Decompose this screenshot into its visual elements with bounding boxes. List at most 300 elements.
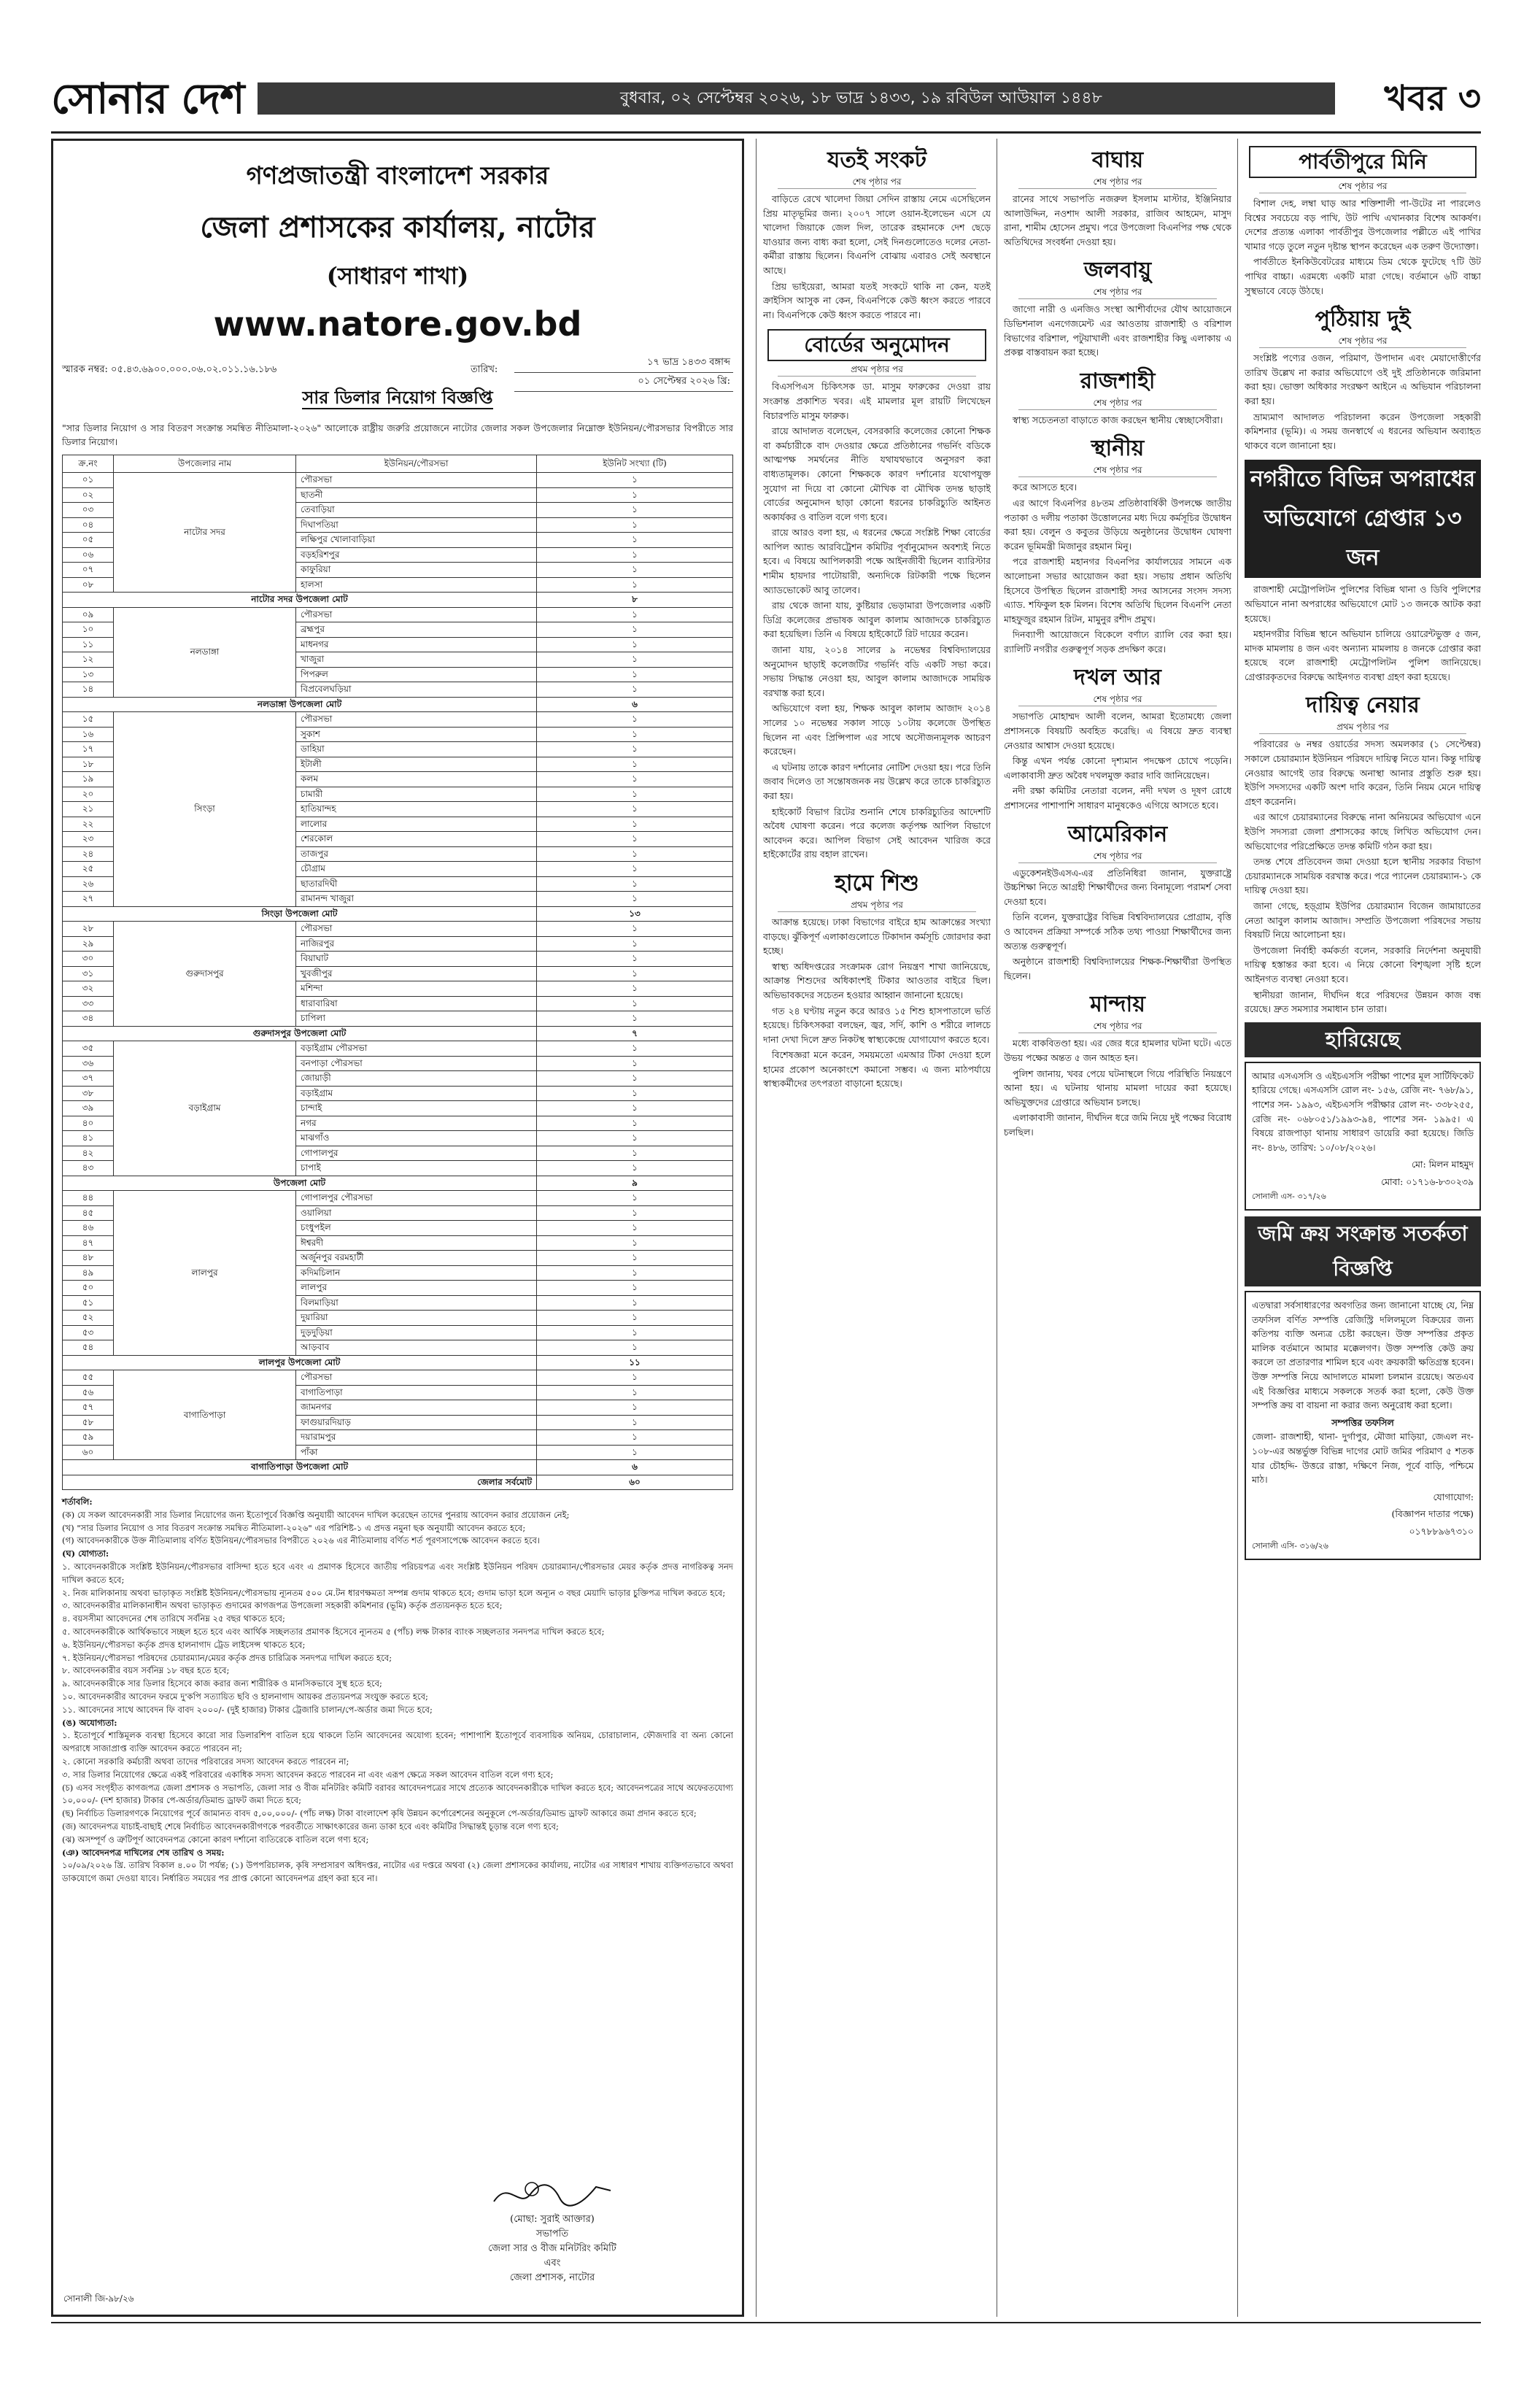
story-paragraph: স্থানীয়রা জানান, দীর্ঘদিন ধরে পরিষদের উন্নয়ন কাজ বন্ধ রয়েছে। দ্রুত সমস্যার সমাধান চান তারা। bbox=[1245, 989, 1481, 1015]
story-body bbox=[1004, 192, 1231, 249]
notice-date-bangla: ১৭ ভাদ্র ১৪৩৩ বঙ্গাব্দ bbox=[514, 354, 733, 373]
news-column-3 bbox=[1245, 139, 1481, 2317]
subtotal-row bbox=[63, 697, 733, 712]
story-continuation: শেষ পৃষ্ঠার পর bbox=[1259, 334, 1466, 348]
union-name: বড়াইগ্রাম bbox=[296, 1086, 537, 1101]
unit-count: ১ bbox=[537, 607, 733, 622]
subtotal-row bbox=[63, 1355, 733, 1370]
table-row bbox=[63, 922, 733, 937]
subtotal-value: ১৩ bbox=[537, 906, 733, 922]
row-serial: ০২ bbox=[63, 487, 114, 503]
union-name: বনপাড়া পৌরসভা bbox=[296, 1056, 537, 1071]
eligibility-item: ১. আবেদনকারীকে সংশ্লিষ্ট ইউনিয়ন/পৌরসভার বাসিন্দা হতে হবে এবং এ প্রমাণক হিসেবে জাতীয় পরিচয়পত্র এবং সংশ্লিষ্ট ইউনিয়ন পরিষদ চেয়ারম্যান/পৌরসভার মেয়র কর্তৃক প্রদত্ত নাগরিকত্ব সনদ দাখিল করতে হবে; bbox=[62, 1561, 733, 1585]
notice-title: সার ডিলার নিয়োগ বিজ্ঞপ্তি bbox=[302, 387, 493, 408]
deadline-title: (ঞ) আবেদনপত্র দাখিলের শেষ তারিখ ও সময়: bbox=[62, 1847, 225, 1858]
land-notice-code: সোনালী এসি- ৩১৬/২৬ bbox=[1252, 1540, 1328, 1551]
unit-count: ১ bbox=[537, 742, 733, 757]
unit-count: ১ bbox=[537, 533, 733, 548]
subtotal-row bbox=[63, 593, 733, 608]
eligibility-item: ৮. আবেদনকারীর বয়স সর্বনিম্ন ১৮ বছর হতে হবে; bbox=[62, 1665, 230, 1676]
unit-count: ১ bbox=[537, 1011, 733, 1027]
union-name: ঈশ্বরদী bbox=[296, 1235, 537, 1251]
union-name: দয়ারামপুর bbox=[296, 1430, 537, 1446]
unit-count: ১ bbox=[537, 1415, 733, 1430]
condition-item: (ছ) নির্বাচিত ডিলারগণকে নিয়োগের পূর্বে জামানত বাবদ ৫,০০,০০০/- (পাঁচ লক্ষ) টাকা বাংলাদেশ কৃষি উন্নয়ন কর্পোরেশনের অনুকূলে পে-অর্ডার/ডিমান্ড ড্রাফট আকারে জমা প্রদান করতে হবে; bbox=[62, 1808, 697, 1819]
story-paragraph: রায়ে আরও বলা হয়, এ ধরনের ক্ষেত্রে সংশ্লিষ্ট শিক্ষা বোর্ডের আপিল অ্যান্ড আরবিট্রেশন কমিটির পূর্বানুমোদন অবশ্যই নিতে হবে। এ বিষয়ে আপিলকারী পক্ষে আইনজীবী ছিলেন ব্যারিস্টার শামীম হায়দার পাটোয়ারী, অন্যদিকে রিটকারী পক্ষে ছিলেন অ্যাডভোকেট আবু তালেব। bbox=[763, 527, 991, 595]
story-continuation: শেষ পৃষ্ঠার পর bbox=[1018, 285, 1217, 299]
row-serial: ১৮ bbox=[63, 757, 114, 772]
notice-date-box bbox=[514, 354, 733, 392]
eligibility-item: ১১. আবেদনের সাথে আবেদন ফি বাবদ ২০০০/- (দুই হাজার) টাকার ট্রেজারি চালান/পে-অর্ডার জমা দিতে হবে; bbox=[62, 1704, 433, 1715]
union-name: বিলমাড়িয়া bbox=[296, 1295, 537, 1311]
row-serial: ৪০ bbox=[63, 1116, 114, 1131]
union-name: বিয়াঘাট bbox=[296, 952, 537, 967]
table-header: ইউনিয়ন/পৌরসভা bbox=[296, 455, 537, 473]
story-paragraph: হাইকোর্ট বিভাগ রিটের শুনানি শেষে চাকরিচ্যুতির আদেশটি অবৈধ ঘোষণা করেন। পরে কলেজ কর্তৃপক্ষ আপিল বিভাগে আবেদন করে। আপিল বিভাগ সেই আবেদন খারিজ করে হাইকোর্টের রায় বহাল রাখেন। bbox=[763, 806, 991, 860]
union-name: অর্জুনপুর বরমহাটী bbox=[296, 1251, 537, 1266]
story-paragraph: অনুষ্ঠানে রাজশাহী বিশ্ববিদ্যালয়ের শিক্ষক-শিক্ষার্থীরা উপস্থিত ছিলেন। bbox=[1004, 956, 1231, 981]
table-row bbox=[63, 1370, 733, 1386]
row-serial: ১৪ bbox=[63, 682, 114, 698]
row-serial: ৩৬ bbox=[63, 1056, 114, 1071]
row-serial: ৪৩ bbox=[63, 1161, 114, 1176]
row-serial: ০৬ bbox=[63, 547, 114, 563]
story-continuation: প্রথম পৃষ্ঠার পর bbox=[778, 363, 976, 377]
unit-count: ১ bbox=[537, 1311, 733, 1326]
table-row bbox=[63, 712, 733, 728]
unit-count: ১ bbox=[537, 1146, 733, 1161]
story-continuation: শেষ পৃষ্ঠার পর bbox=[1018, 1019, 1217, 1033]
story-paragraph: পার্বতীতে ইনকিউবেটরের মাধ্যমে ডিম থেকে ফুটেছে ৭টি উট পাখির বাচ্চা। এরমধ্যে একটি মারা গেছে। বর্তমানে ৬টি বাচ্চা সুস্থভাবে বেড়ে উঠছে। bbox=[1245, 256, 1481, 296]
table-header: ইউনিট সংখ্যা (টি) bbox=[537, 455, 733, 473]
union-name: দুয়ারিয়া bbox=[296, 1311, 537, 1326]
story-paragraph: মধ্যে বাকবিতণ্ডা হয়। এর জের ধরে হামলার ঘটনা ঘটে। এতে উভয় পক্ষের অন্তত ৫ জন আহত হন। bbox=[1004, 1038, 1231, 1063]
masthead-date: বুধবার, ০২ সেপ্টেম্বর ২০২৬, ১৮ ভাদ্র ১৪৩৩, ১৯ রবিউল আউয়াল ১৪৪৮ bbox=[620, 89, 1102, 107]
union-name: আড়বাব bbox=[296, 1340, 537, 1356]
story-body bbox=[763, 379, 991, 862]
story-paragraph: উপজেলা নির্বাহী কর্মকর্তা বলেন, সরকারি নির্দেশনা অনুযায়ী দায়িত্ব হস্তান্তর করা হবে। এ নিয়ে কোনো বিশৃঙ্খলা সৃষ্টি হলে আইনগত ব্যবস্থা নেওয়া হবে। bbox=[1245, 944, 1481, 984]
news-column-2 bbox=[1004, 139, 1231, 2317]
story-paragraph: বিশাল দেহ, লম্বা ঘাড় আর শক্তিশালী পা-উটের না পারলেও বিশ্বের সবচেয়ে বড় পাখি, উট পাখি এখানকার বিশেষ আকর্ষণ। দেশের প্রত্যন্ত এলাকা পার্বতীপুর উপজেলার পল্লীতে এই পাখির খামার গড়ে তুলে নতুন দৃষ্টান্ত স্থাপন করেছেন এক তরুণ উদ্যোক্তা। bbox=[1245, 198, 1481, 252]
upazila-name: নাটোর সদর bbox=[114, 473, 296, 593]
row-serial: ২৬ bbox=[63, 876, 114, 892]
story-paragraph: পরিবারের ৬ নম্বর ওয়ার্ডের সদস্য অমলকার (১ সেপ্টেম্বর) সকালে চেয়ারম্যান ইউনিয়ন পরিষদে দায়িত্ব নিতে যান। কিন্তু দায়িত্ব নেওয়ার আগেই তার বিরুদ্ধে অনাস্থা আনার প্রস্তুতি শুরু হয়। ইউপি সদস্যদের একটি অংশ দাবি করেন, তিনি নিয়ম মেনে দায়িত্ব গ্রহণ করেননি। bbox=[1245, 738, 1481, 807]
unit-count: ১ bbox=[537, 1325, 733, 1340]
union-name: লালোর bbox=[296, 817, 537, 832]
land-schedule-text: জেলা- রাজশাহী, থানা- দুর্গাপুর, মৌজা মাড়িয়া, জেএল নং- ১০৮-এর অন্তর্ভুক্ত বিভিন্ন দাগের মোট জমির পরিমাণ ৫ শতক যার চৌহদ্দি- উত্তরে রাস্তা, দক্ষিণে নিজ, পূর্বে বাড়ি, পশ্চিমে মাঠ। bbox=[1252, 1431, 1474, 1486]
table-row bbox=[63, 1041, 733, 1057]
story-continuation: শেষ পৃষ্ঠার পর bbox=[1018, 463, 1217, 477]
union-name: ছাতারদিঘী bbox=[296, 876, 537, 892]
union-name: চাপাই bbox=[296, 1161, 537, 1176]
row-serial: ০৮ bbox=[63, 577, 114, 593]
union-name: ফাগুয়ারদিয়াড় bbox=[296, 1415, 537, 1430]
union-name: জোয়াড়ী bbox=[296, 1071, 537, 1087]
union-name: মশিন্দা bbox=[296, 981, 537, 997]
notice-signature-block bbox=[457, 2176, 647, 2285]
unit-count: ১ bbox=[537, 817, 733, 832]
row-serial: ৪৪ bbox=[63, 1191, 114, 1206]
story-paragraph: এর আগে চেয়ারম্যানের বিরুদ্ধে নানা অনিয়মের অভিযোগ এনে ইউপি সদস্যরা জেলা প্রশাসকের কাছে লিখিত অভিযোগ দেন। অভিযোগের পরিপ্রেক্ষিতে তদন্ত কমিটি গঠন করা হয়। bbox=[1245, 811, 1481, 852]
ineligibility-title: (ঙ) অযোগ্যতা: bbox=[62, 1717, 117, 1728]
story-body bbox=[1004, 480, 1231, 656]
story-headline[interactable]: আমেরিকান bbox=[1067, 821, 1168, 847]
subtotal-label: লালপুর উপজেলা মোট bbox=[63, 1355, 537, 1370]
eligibility-item: ৬. ইউনিয়ন/পৌরসভা কর্তৃক প্রদত্ত হালনাগাদ ট্রেড লাইসেন্স থাকতে হবে; bbox=[62, 1639, 306, 1650]
notice-date-english: ০১ সেপ্টেম্বর ২০২৬ খ্রি: bbox=[514, 373, 733, 392]
row-serial: ০৫ bbox=[63, 533, 114, 548]
eligibility-item: ২. নিজ মালিকানায় অথবা ভাড়াকৃত সংশ্লিষ্ট ইউনিয়ন/পৌরসভায় ন্যূনতম ৫০০ মে.টন ধারণক্ষমতা সম্পন্ন গুদাম থাকতে হবে; গুদাম ভাড়া হলে অন্যূন ৩ বছর মেয়াদি ভাড়ার চুক্তিপত্র দাখিল করতে হবে; bbox=[62, 1587, 726, 1598]
row-serial: ২৪ bbox=[63, 846, 114, 862]
unit-count: ১ bbox=[537, 1251, 733, 1266]
ineligibility-item: ২. কোনো সরকারি কর্মচারী অথবা তাদের পরিবারের সদস্য আবেদন করতে পারবেন না; bbox=[62, 1756, 349, 1767]
unit-count: ১ bbox=[537, 547, 733, 563]
condition-item: (ক) যে সকল আবেদনকারী সার ডিলার নিয়োগের জন্য ইতোপূর্বে বিজ্ঞপ্তি অনুযায়ী আবেদন দাখিল করেছেন তাদের পুনরায় আবেদন করার প্রয়োজন নেই; bbox=[62, 1509, 570, 1520]
story-paragraph: এর আগে বিএনপির ৪৮তম প্রতিষ্ঠাবার্ষিকী উপলক্ষে জাতীয় পতাকা ও দলীয় পতাকা উত্তোলনের মধ্য দিয়ে কর্মসূচির উদ্বোধন করা হয়। বেলুন ও কবুতর উড়িয়ে অনুষ্ঠানের উদ্বোধন ঘোষণা করেন ভূমিমন্ত্রী মিজানুর রহমান মিনু। bbox=[1004, 497, 1231, 552]
row-serial: ১৩ bbox=[63, 667, 114, 682]
union-name: চান্দাই bbox=[296, 1101, 537, 1116]
union-name: পৌরসভা bbox=[296, 607, 537, 622]
unit-count: ১ bbox=[537, 892, 733, 907]
unit-count: ১ bbox=[537, 832, 733, 847]
row-serial: ৫৬ bbox=[63, 1385, 114, 1400]
row-serial: ৫৪ bbox=[63, 1340, 114, 1356]
story-paragraph: জানা গেছে, হড়্গ্রাম ইউপির চেয়ারম্যান বিজেন জামায়াতের নেতা আবুল কালাম আজাদ। সম্প্রতি উপজেলা পরিষদের সভায় বিষয়টি নিয়ে আলোচনা হয়। bbox=[1245, 900, 1481, 941]
subtotal-label: গুরুদাসপুর উপজেলা মোট bbox=[63, 1026, 537, 1041]
ineligibility-item: ৩. সার ডিলার নিয়োগের ক্ষেত্রে একই পরিবারের একাধিক সদস্য আবেদন করতে পারবেন না এবং এরূপ ক্ষেত্রে সকল আবেদন বাতিল বলে গণ্য হবে; bbox=[62, 1769, 554, 1780]
unit-count: ১ bbox=[537, 652, 733, 668]
union-name: খাজুরা bbox=[296, 652, 537, 668]
story-paragraph: বিএসপিএস চিকিৎসক ডা. মাসুম ফারুকের দেওয়া রায় সংক্রান্ত প্রকাশিত খবর। এই মামলার মূল রায়টি লিখেছেন বিচারপতি মাসুম ফারুক। bbox=[763, 381, 991, 421]
story-body bbox=[763, 915, 991, 1091]
story-headline[interactable]: জলবায়ু bbox=[1083, 258, 1152, 284]
story-headline[interactable]: রাজশাহী bbox=[1080, 368, 1156, 394]
story-paragraph: এলাকাবাসী জানান, দীর্ঘদিন ধরে জমি নিয়ে দুই পক্ষের বিরোধ চলছিল। bbox=[1004, 1112, 1231, 1138]
unit-count: ১ bbox=[537, 1265, 733, 1281]
story-headline[interactable]: দখল আর bbox=[1074, 665, 1161, 691]
union-name: চামারী bbox=[296, 787, 537, 802]
story-paragraph: নদী রক্ষা কমিটির নেতারা বলেন, নদী দখল ও দূষণ রোধে প্রশাসনের পাশাপাশি সাধারণ মানুষকেও এগিয়ে আসতে হবে। bbox=[1004, 785, 1231, 811]
unit-count: ১ bbox=[537, 1071, 733, 1087]
story-paragraph: আক্রান্ত হয়েছে। ঢাকা বিভাগের বাইরে হাম আক্রান্তের সংখ্যা বাড়ছে। ঝুঁকিপূর্ণ এলাকাগুলোতে টিকাদান কর্মসূচি জোরদার করা হচ্ছে। bbox=[763, 916, 991, 957]
story-paragraph: স্বাস্থ্য সচেতনতা বাড়াতে কাজ করছেন স্থানীয় স্বেচ্ছাসেবীরা। bbox=[1013, 414, 1223, 425]
table-row bbox=[63, 473, 733, 488]
row-serial: ৪৬ bbox=[63, 1221, 114, 1236]
column-divider bbox=[1237, 139, 1238, 2317]
news-column-1 bbox=[763, 139, 991, 2317]
unit-count: ১ bbox=[537, 1445, 733, 1460]
story-body bbox=[1004, 866, 1231, 984]
subtotal-label: বাগাতিপাড়া উপজেলা মোট bbox=[63, 1460, 537, 1475]
union-name: পৌরসভা bbox=[296, 1370, 537, 1386]
story-headline[interactable]: পার্বতীপুরে মিনি bbox=[1249, 146, 1477, 178]
notice-website[interactable]: www.natore.gov.bd bbox=[213, 304, 582, 344]
row-serial: ১২ bbox=[63, 652, 114, 668]
unit-count: ১ bbox=[537, 1205, 733, 1221]
union-name: বড়হরিশপুর bbox=[296, 547, 537, 563]
table-header: ক্র.নং bbox=[63, 455, 114, 473]
ineligibility-item: ১. ইতোপূর্বে শাস্তিমূলক ব্যবস্থা হিসেবে কারো সার ডিলারশিপ বাতিল হয়ে থাকলে তিনি আবেদনের অযোগ্য হবেন; পাশাপাশি ইতোপূর্বে ব্যবসায়িক অনিয়ম, চোরাচালান, ফৌজদারি বা অন্য কোনো অপরাধে সাজাপ্রাপ্ত ব্যক্তি আবেদন করতে পারবেন না; bbox=[62, 1730, 733, 1754]
unit-count: ১ bbox=[537, 1161, 733, 1176]
union-name: বড়াইগ্রাম পৌরসভা bbox=[296, 1041, 537, 1057]
row-serial: ১১ bbox=[63, 637, 114, 652]
story-body bbox=[1245, 351, 1481, 452]
lost-ad-phone: মোবা: ০১৭১৬-৮৩০২৩৯ bbox=[1381, 1176, 1474, 1187]
story-headline[interactable]: বাঘায় bbox=[1091, 147, 1144, 173]
story-paragraph: রায় থেকে জানা যায়, কুষ্টিয়ার ভেড়ামারা উপজেলার একটি ডিগ্রি কলেজের প্রভাষক আবুল কালাম আজাদকে চাকরিচ্যুত করা হয়েছিল। তিনি এ বিষয়ে হাইকোর্টে রিট দায়ের করেন। bbox=[763, 600, 991, 640]
unit-count: ১ bbox=[537, 712, 733, 728]
union-name: রামানন্দ খাজুরা bbox=[296, 892, 537, 907]
grand-total-label: জেলার সর্বমোট bbox=[63, 1475, 537, 1490]
subtotal-row bbox=[63, 906, 733, 922]
eligibility-item: ৭. ইউনিয়ন/পৌরসভা পরিষদের চেয়ারম্যান/মেয়র কর্তৃক প্রদত্ত চারিত্রিক সনদপত্র দাখিল করতে হবে; bbox=[62, 1652, 392, 1663]
row-serial: ৫৯ bbox=[63, 1430, 114, 1446]
story-headline[interactable]: যতই সংকট bbox=[827, 147, 926, 173]
lost-ad-code: সোনালী এস- ৩১৭/২৬ bbox=[1252, 1191, 1326, 1201]
eligibility-item: ৪. বয়সসীমা আবেদনের শেষ তারিখে সর্বনিম্ন ২৫ বছর থাকতে হবে; bbox=[62, 1613, 285, 1624]
story-body bbox=[1004, 302, 1231, 359]
story-paragraph: পুলিশ জানায়, খবর পেয়ে ঘটনাস্থলে গিয়ে পরিস্থিতি নিয়ন্ত্রণে আনা হয়। এ ঘটনায় থানায় মামলা দায়ের করা হয়েছে। অভিযুক্তদের গ্রেপ্তারে অভিযান চলছে। bbox=[1004, 1068, 1231, 1108]
story-paragraph: গত ২৪ ঘণ্টায় নতুন করে আরও ১৫ শিশু হাসপাতালে ভর্তি হয়েছে। চিকিৎসকরা বলছেন, জ্বর, সর্দি, কাশি ও শরীরে লালচে দানা দেখা দিলে দ্রুত নিকটস্থ স্বাস্থ্যকেন্দ্রে যোগাযোগ করতে হবে। bbox=[763, 1005, 991, 1045]
unit-count: ১ bbox=[537, 517, 733, 533]
notice-memo: স্মারক নম্বর: ০৫.৪৩.৬৯০০.০০০.০৬.০২.০১১.১৬.১৮৬ bbox=[62, 364, 277, 375]
unit-count: ১ bbox=[537, 846, 733, 862]
unit-count: ১ bbox=[537, 563, 733, 578]
unit-count: ১ bbox=[537, 772, 733, 787]
row-serial: ১৯ bbox=[63, 772, 114, 787]
story-body bbox=[1004, 1036, 1231, 1139]
subtotal-value: ৯ bbox=[537, 1176, 733, 1191]
upazila-name: বড়াইগ্রাম bbox=[114, 1041, 296, 1176]
unit-count: ১ bbox=[537, 876, 733, 892]
land-notice-title: জমি ক্রয় সংক্রান্ত সতর্কতা বিজ্ঞপ্তি bbox=[1245, 1216, 1481, 1286]
row-serial: ০১ bbox=[63, 473, 114, 488]
eligibility-title: (ঘ) যোগ্যতা: bbox=[62, 1548, 109, 1559]
subtotal-row bbox=[63, 1460, 733, 1475]
story-headline[interactable]: পুঠিয়ায় দুই bbox=[1315, 306, 1411, 333]
story-headline[interactable]: মান্দায় bbox=[1090, 992, 1145, 1018]
union-name: বাগাতিপাড়া bbox=[296, 1385, 537, 1400]
union-name: খুবজীপুর bbox=[296, 966, 537, 981]
page-section-label: খবর ৩ bbox=[1374, 69, 1481, 128]
notice-government: গণপ্রজাতন্ত্রী বাংলাদেশ সরকার bbox=[246, 161, 549, 190]
story-continuation: শেষ পৃষ্ঠার পর bbox=[1018, 175, 1217, 189]
unit-count: ১ bbox=[537, 936, 733, 952]
union-name: ওয়ালিয়া bbox=[296, 1205, 537, 1221]
story-paragraph: কিন্তু এখন পর্যন্ত কোনো দৃশ্যমান পদক্ষেপ চোখে পড়েনি। এলাকাবাসী দ্রুত অবৈধ দখলমুক্ত করার দাবি জানিয়েছেন। bbox=[1004, 755, 1231, 781]
subtotal-value: ৬ bbox=[537, 1460, 733, 1475]
grand-total-row bbox=[63, 1475, 733, 1490]
union-name: গোপালপুর পৌরসভা bbox=[296, 1191, 537, 1206]
row-serial: ৩১ bbox=[63, 966, 114, 981]
signatory-title: সভাপতি bbox=[535, 2228, 569, 2239]
lost-ad bbox=[1245, 1062, 1481, 1211]
unit-count: ১ bbox=[537, 1385, 733, 1400]
subtotal-label: নলডাঙ্গা উপজেলা মোট bbox=[63, 697, 537, 712]
signatory-name: (মোছা: সুরাই আক্তার) bbox=[510, 2214, 595, 2225]
row-serial: ০৭ bbox=[63, 563, 114, 578]
row-serial: ৬০ bbox=[63, 1445, 114, 1460]
banner-headline[interactable]: নগরীতে বিভিন্ন অপরাধের অভিযোগে গ্রেপ্তার ১৩ জন bbox=[1245, 460, 1481, 578]
subtotal-value: ৭ bbox=[537, 1026, 733, 1041]
eligibility-item: ৩. আবেদনকারীর মালিকানাধীন অথবা ভাড়াকৃত গুদামের কাগজপত্র উপজেলা সহকারী কমিশনার (ভূমি) কর্তৃক প্রত্যয়নকৃত হতে হবে; bbox=[62, 1600, 503, 1611]
unit-count: ১ bbox=[537, 1056, 733, 1071]
unit-count: ১ bbox=[537, 922, 733, 937]
condition-item: (জ) আবেদনপত্র যাচাই-বাছাই শেষে নির্বাচিত আবেদনকারীগণকে পরবর্তীতে সাক্ষাৎকারের জন্য ডাকা হবে এবং কমিটির সিদ্ধান্তই চূড়ান্ত বলে গণ্য হবে; bbox=[62, 1821, 559, 1832]
row-serial: ৩০ bbox=[63, 952, 114, 967]
subtotal-label: নাটোর সদর উপজেলা মোট bbox=[63, 593, 537, 608]
land-contact-label: যোগাযোগ: bbox=[1433, 1491, 1474, 1502]
unit-count: ১ bbox=[537, 1295, 733, 1311]
unit-count: ১ bbox=[537, 802, 733, 817]
story-continuation: শেষ পৃষ্ঠার পর bbox=[1018, 849, 1217, 863]
union-name: নগর bbox=[296, 1116, 537, 1131]
story-paragraph: মহানগরীর বিভিন্ন স্থানে অভিযান চালিয়ে ওয়ারেন্টভুক্ত ৫ জন, মাদক মামলায় ৪ জন এবং অন্যান্য মামলায় ৪ জনকে গ্রেপ্তার করা হয়েছে বলে রাজশাহী মেট্রোপলিটন পুলিশ জানিয়েছে। গ্রেপ্তারকৃতদের বিরুদ্ধে আইনগত ব্যবস্থা গ্রহণ করা হয়েছে। bbox=[1245, 628, 1481, 682]
story-body bbox=[1245, 737, 1481, 1016]
row-serial: ৫০ bbox=[63, 1281, 114, 1296]
story-paragraph: বাড়িতে রেখে খালেদা জিয়া সেদিন রাস্তায় নেমে এসেছিলেন প্রিয় মাতৃভূমির জন্য। ২০০৭ সালে ওয়ান-ইলেভেন এসে যে খালেদা জিয়াকে জেল দিল, তারেক রহমানকে দেশ ছেড়ে যাওয়ার জন্য বাধ্য করা হলো, সেই দিনগুলোতেও দলের নেতা-কর্মীরা রাস্তায় ছিলেন। বিএনপি বোঝায় এবারও সেই অবস্থানে আছে। bbox=[763, 193, 991, 276]
story-headline[interactable]: বোর্ডের অনুমোদন bbox=[767, 329, 986, 361]
story-paragraph: রানের সাথে সভাপতি নজরুল ইসলাম মাস্টার, ইঞ্জিনিয়ার আলাউদ্দিন, নওশাদ আলী সরকার, রাজিব আহমেদ, মাসুদ রানা, শামীম হোসেন প্রমুখ। পরে উপজেলা বিএনপির পক্ষ থেকে অতিথিদের সংবর্ধনা দেওয়া হয়। bbox=[1004, 193, 1231, 247]
column-divider bbox=[756, 139, 757, 2317]
row-serial: ৪৮ bbox=[63, 1251, 114, 1266]
newspaper-logo: সোনার দেশ bbox=[51, 69, 258, 128]
story-headline[interactable]: হামে শিশু bbox=[835, 870, 919, 896]
union-name: ছাতনী bbox=[296, 487, 537, 503]
unit-count: ১ bbox=[537, 757, 733, 772]
story-body bbox=[1245, 196, 1481, 298]
signatory-office: জেলা প্রশাসক, নাটোর bbox=[509, 2272, 595, 2283]
lost-ad-text: আমার এসএসসি ও এইচএসসি পরীক্ষা পাশের মূল সার্টিফিকেট হারিয়ে গেছে। এসএসসি রোল নং- ১৫৬, রেজি নং- ৭৬৮/৯১, পাশের সন- ১৯৯৩, এইচএসসি পরীক্ষার রোল নং- ৩৩৮২৫৫, রেজি নং- ০৬৮০৫১/১৯৯৩-৯৪, পাশের সন- ১৯৯৫। এ বিষয়ে রাজপাড়া থানায় সাধারণ ডায়েরি করা হয়েছে। জিডি নং- ৪৮৬, তারিখ: ১০/০৮/২০২৬। bbox=[1252, 1070, 1474, 1153]
row-serial: ২০ bbox=[63, 787, 114, 802]
union-name: পৌরসভা bbox=[296, 922, 537, 937]
union-name: চংধুপইল bbox=[296, 1221, 537, 1236]
row-serial: ৫১ bbox=[63, 1295, 114, 1311]
union-name: ইটালী bbox=[296, 757, 537, 772]
union-name: সুকাশ bbox=[296, 727, 537, 742]
row-serial: ০৪ bbox=[63, 517, 114, 533]
union-name: কাফুরিয়া bbox=[296, 563, 537, 578]
row-serial: ৪৭ bbox=[63, 1235, 114, 1251]
row-serial: ৪২ bbox=[63, 1146, 114, 1161]
union-name: পিপরুল bbox=[296, 667, 537, 682]
page-bottom-rule bbox=[51, 2322, 1481, 2323]
story-paragraph: এডুকেশনইউএসএ-এর প্রতিনিধিরা জানান, যুক্তরাষ্ট্রে উচ্চশিক্ষা নিতে আগ্রহী শিক্ষার্থীদের জন্য বিনামূল্যে পরামর্শ সেবা দেওয়া হবে। bbox=[1004, 867, 1231, 907]
upazila-name: গুরুদাসপুর bbox=[114, 922, 296, 1027]
row-serial: ২৮ bbox=[63, 922, 114, 937]
unit-count: ১ bbox=[537, 1191, 733, 1206]
eligibility-item: ৯. আবেদনকারীকে সার ডিলার হিসেবে কাজ করার জন্য শারীরিক ও মানসিকভাবে সুস্থ হতে হবে; bbox=[62, 1678, 382, 1689]
story-paragraph: স্বাস্থ্য অধিদপ্তরের সংক্রামক রোগ নিয়ন্ত্রণ শাখা জানিয়েছে, আক্রান্ত শিশুদের অধিকাংশই টিকার আওতার বাইরে ছিল। অভিভাবকদের সচেতন হওয়ার আহ্বান জানানো হয়েছে। bbox=[763, 960, 991, 1000]
unit-count: ১ bbox=[537, 473, 733, 488]
dealer-table bbox=[62, 455, 733, 1490]
row-serial: ০৯ bbox=[63, 607, 114, 622]
story-body bbox=[1004, 709, 1231, 812]
story-continuation: প্রথম পৃষ্ঠার পর bbox=[778, 898, 976, 912]
table-row bbox=[63, 607, 733, 622]
story-paragraph: রাজশাহী মেট্রোপলিটন পুলিশের বিভিন্ন থানা ও ডিবি পুলিশের অভিযানে নানা অপরাধের অভিযোগে মোট ১৩ জনকে আটক করা হয়েছে। bbox=[1245, 584, 1481, 624]
row-serial: ১৬ bbox=[63, 727, 114, 742]
row-serial: ২১ bbox=[63, 802, 114, 817]
table-header: উপজেলার নাম bbox=[114, 455, 296, 473]
row-serial: ১০ bbox=[63, 622, 114, 638]
subtotal-value: ৬ bbox=[537, 697, 733, 712]
grand-total-value: ৬০ bbox=[537, 1475, 733, 1490]
row-serial: ৫৭ bbox=[63, 1400, 114, 1416]
upazila-name: বাগাতিপাড়া bbox=[114, 1370, 296, 1460]
unit-count: ১ bbox=[537, 862, 733, 877]
story-body bbox=[763, 192, 991, 322]
union-name: মাধনগর bbox=[296, 637, 537, 652]
story-paragraph: অভিযোগে বলা হয়, শিক্ষক আবুল কালাম আজাদ ২০১৪ সালের ১০ নভেম্বর সকাল সাড়ে ১০টায় কলেজে উপস্থিত ছিলেন না এবং প্রিন্সিপাল এর সাথে অসৌজন্যমূলক আচরণ করেছেন। bbox=[763, 703, 991, 757]
union-name: শেরকোল bbox=[296, 832, 537, 847]
unit-count: ১ bbox=[537, 682, 733, 698]
signatory-committee: জেলা সার ও বীজ মনিটরিং কমিটি bbox=[488, 2243, 616, 2254]
story-continuation: শেষ পৃষ্ঠার পর bbox=[1018, 396, 1217, 410]
row-serial: ২৯ bbox=[63, 936, 114, 952]
unit-count: ১ bbox=[537, 966, 733, 981]
union-name: পাঁকা bbox=[296, 1445, 537, 1460]
unit-count: ১ bbox=[537, 1101, 733, 1116]
unit-count: ১ bbox=[537, 1086, 733, 1101]
story-continuation: প্রথম পৃষ্ঠার পর bbox=[1259, 720, 1466, 734]
conditions-title: শর্তাবলি: bbox=[62, 1497, 93, 1507]
union-name: তাজপুর bbox=[296, 846, 537, 862]
table-row bbox=[63, 1191, 733, 1206]
story-headline[interactable]: স্থানীয় bbox=[1091, 436, 1145, 462]
union-name: চাপিলা bbox=[296, 1011, 537, 1027]
union-name: ডাহিয়া bbox=[296, 742, 537, 757]
story-paragraph: তিনি বলেন, যুক্তরাষ্ট্রের বিভিন্ন বিশ্ববিদ্যালয়ের প্রোগ্রাম, বৃত্তি ও আবেদন প্রক্রিয়া সম্পর্কে সঠিক তথ্য পাওয়া শিক্ষার্থীদের জন্য অত্যন্ত গুরুত্বপূর্ণ। bbox=[1004, 911, 1231, 952]
union-name: মাঝগাঁও bbox=[296, 1131, 537, 1146]
union-name: নাজিরপুর bbox=[296, 936, 537, 952]
union-name: কলম bbox=[296, 772, 537, 787]
story-body bbox=[1004, 413, 1231, 428]
unit-count: ১ bbox=[537, 952, 733, 967]
row-serial: ১৭ bbox=[63, 742, 114, 757]
union-name: ব্রহ্মপুর bbox=[296, 622, 537, 638]
story-paragraph: রায়ে আদালত বলেছেন, বেসরকারি কলেজের কোনো শিক্ষক বা কর্মচারীকে বাদ দেওয়ার ক্ষেত্রে প্রতিষ্ঠানের গভর্নিং বডিকে আত্মপক্ষ সমর্থনের নীতি যথাযথভাবে অনুসরণ করা বাধ্যতামূলক। কোনো শিক্ষককে কারণ দর্শানোর যথোপযুক্ত সুযোগ না দিয়ে বা কোনো মৌখিক বা মৌখিক তদন্ত ছাড়াই বোর্ডের অনুমোদন ছাড়া কোনো ধরনের চাকরিচ্যুতি আইনত অকার্যকর ও বাতিল বলে গণ্য হবে। bbox=[763, 425, 991, 522]
masthead bbox=[51, 69, 1481, 128]
union-name: কদিমচিলান bbox=[296, 1265, 537, 1281]
subtotal-value: ৮ bbox=[537, 593, 733, 608]
story-paragraph: করে আসতে হবে। bbox=[1013, 482, 1078, 493]
union-name: দিঘাপতিয়া bbox=[296, 517, 537, 533]
unit-count: ১ bbox=[537, 727, 733, 742]
lost-ad-name: মো: মিলন মাহমুদ bbox=[1412, 1159, 1474, 1170]
notice-footer-code: সোনালী জি-৯৮/২৬ bbox=[63, 2293, 134, 2304]
notice-conditions bbox=[62, 1496, 733, 1886]
condition-item: (গ) আবেদনকারীকে উক্ত নীতিমালায় বর্ণিত ইউনিয়ন/পৌরসভার বিপরীতে ২০২৬ এর নীতিমালায় বর্ণিত শর্ত পূরণসাপেক্ষে আবেদন করতে হবে। bbox=[62, 1535, 541, 1546]
unit-count: ১ bbox=[537, 1235, 733, 1251]
unit-count: ১ bbox=[537, 1131, 733, 1146]
condition-item: (ঝ) অসম্পূর্ণ ও ত্রুটিপূর্ণ আবেদনপত্র কোনো কারণ দর্শানো ব্যতিরেকে বাতিল বলে গণ্য হবে; bbox=[62, 1834, 369, 1845]
row-serial: ২২ bbox=[63, 817, 114, 832]
row-serial: ৫২ bbox=[63, 1311, 114, 1326]
unit-count: ১ bbox=[537, 622, 733, 638]
masthead-rule bbox=[51, 131, 1481, 134]
land-contact-phone: ০১৭৮৮৯৬৭৩১০ bbox=[1409, 1526, 1474, 1537]
story-paragraph: এ ঘটনায় তাকে কারণ দর্শানোর নোটিশ দেওয়া হয়। পরে তিনি জবাব দিলেও তা সন্তোষজনক নয় উল্লেখ করে তাকে চাকরিচ্যুত করা হয়। bbox=[763, 761, 991, 801]
dealer-notice bbox=[51, 139, 744, 2317]
row-serial: ৩৭ bbox=[63, 1071, 114, 1087]
notice-memo-row bbox=[62, 354, 733, 387]
unit-count: ১ bbox=[537, 637, 733, 652]
signatory-and: এবং bbox=[543, 2258, 561, 2269]
story-continuation: শেষ পৃষ্ঠার পর bbox=[1018, 692, 1217, 706]
story-headline[interactable]: দায়িত্ব নেয়ার bbox=[1306, 692, 1420, 719]
story-continuation: শেষ পৃষ্ঠার পর bbox=[1259, 180, 1466, 193]
